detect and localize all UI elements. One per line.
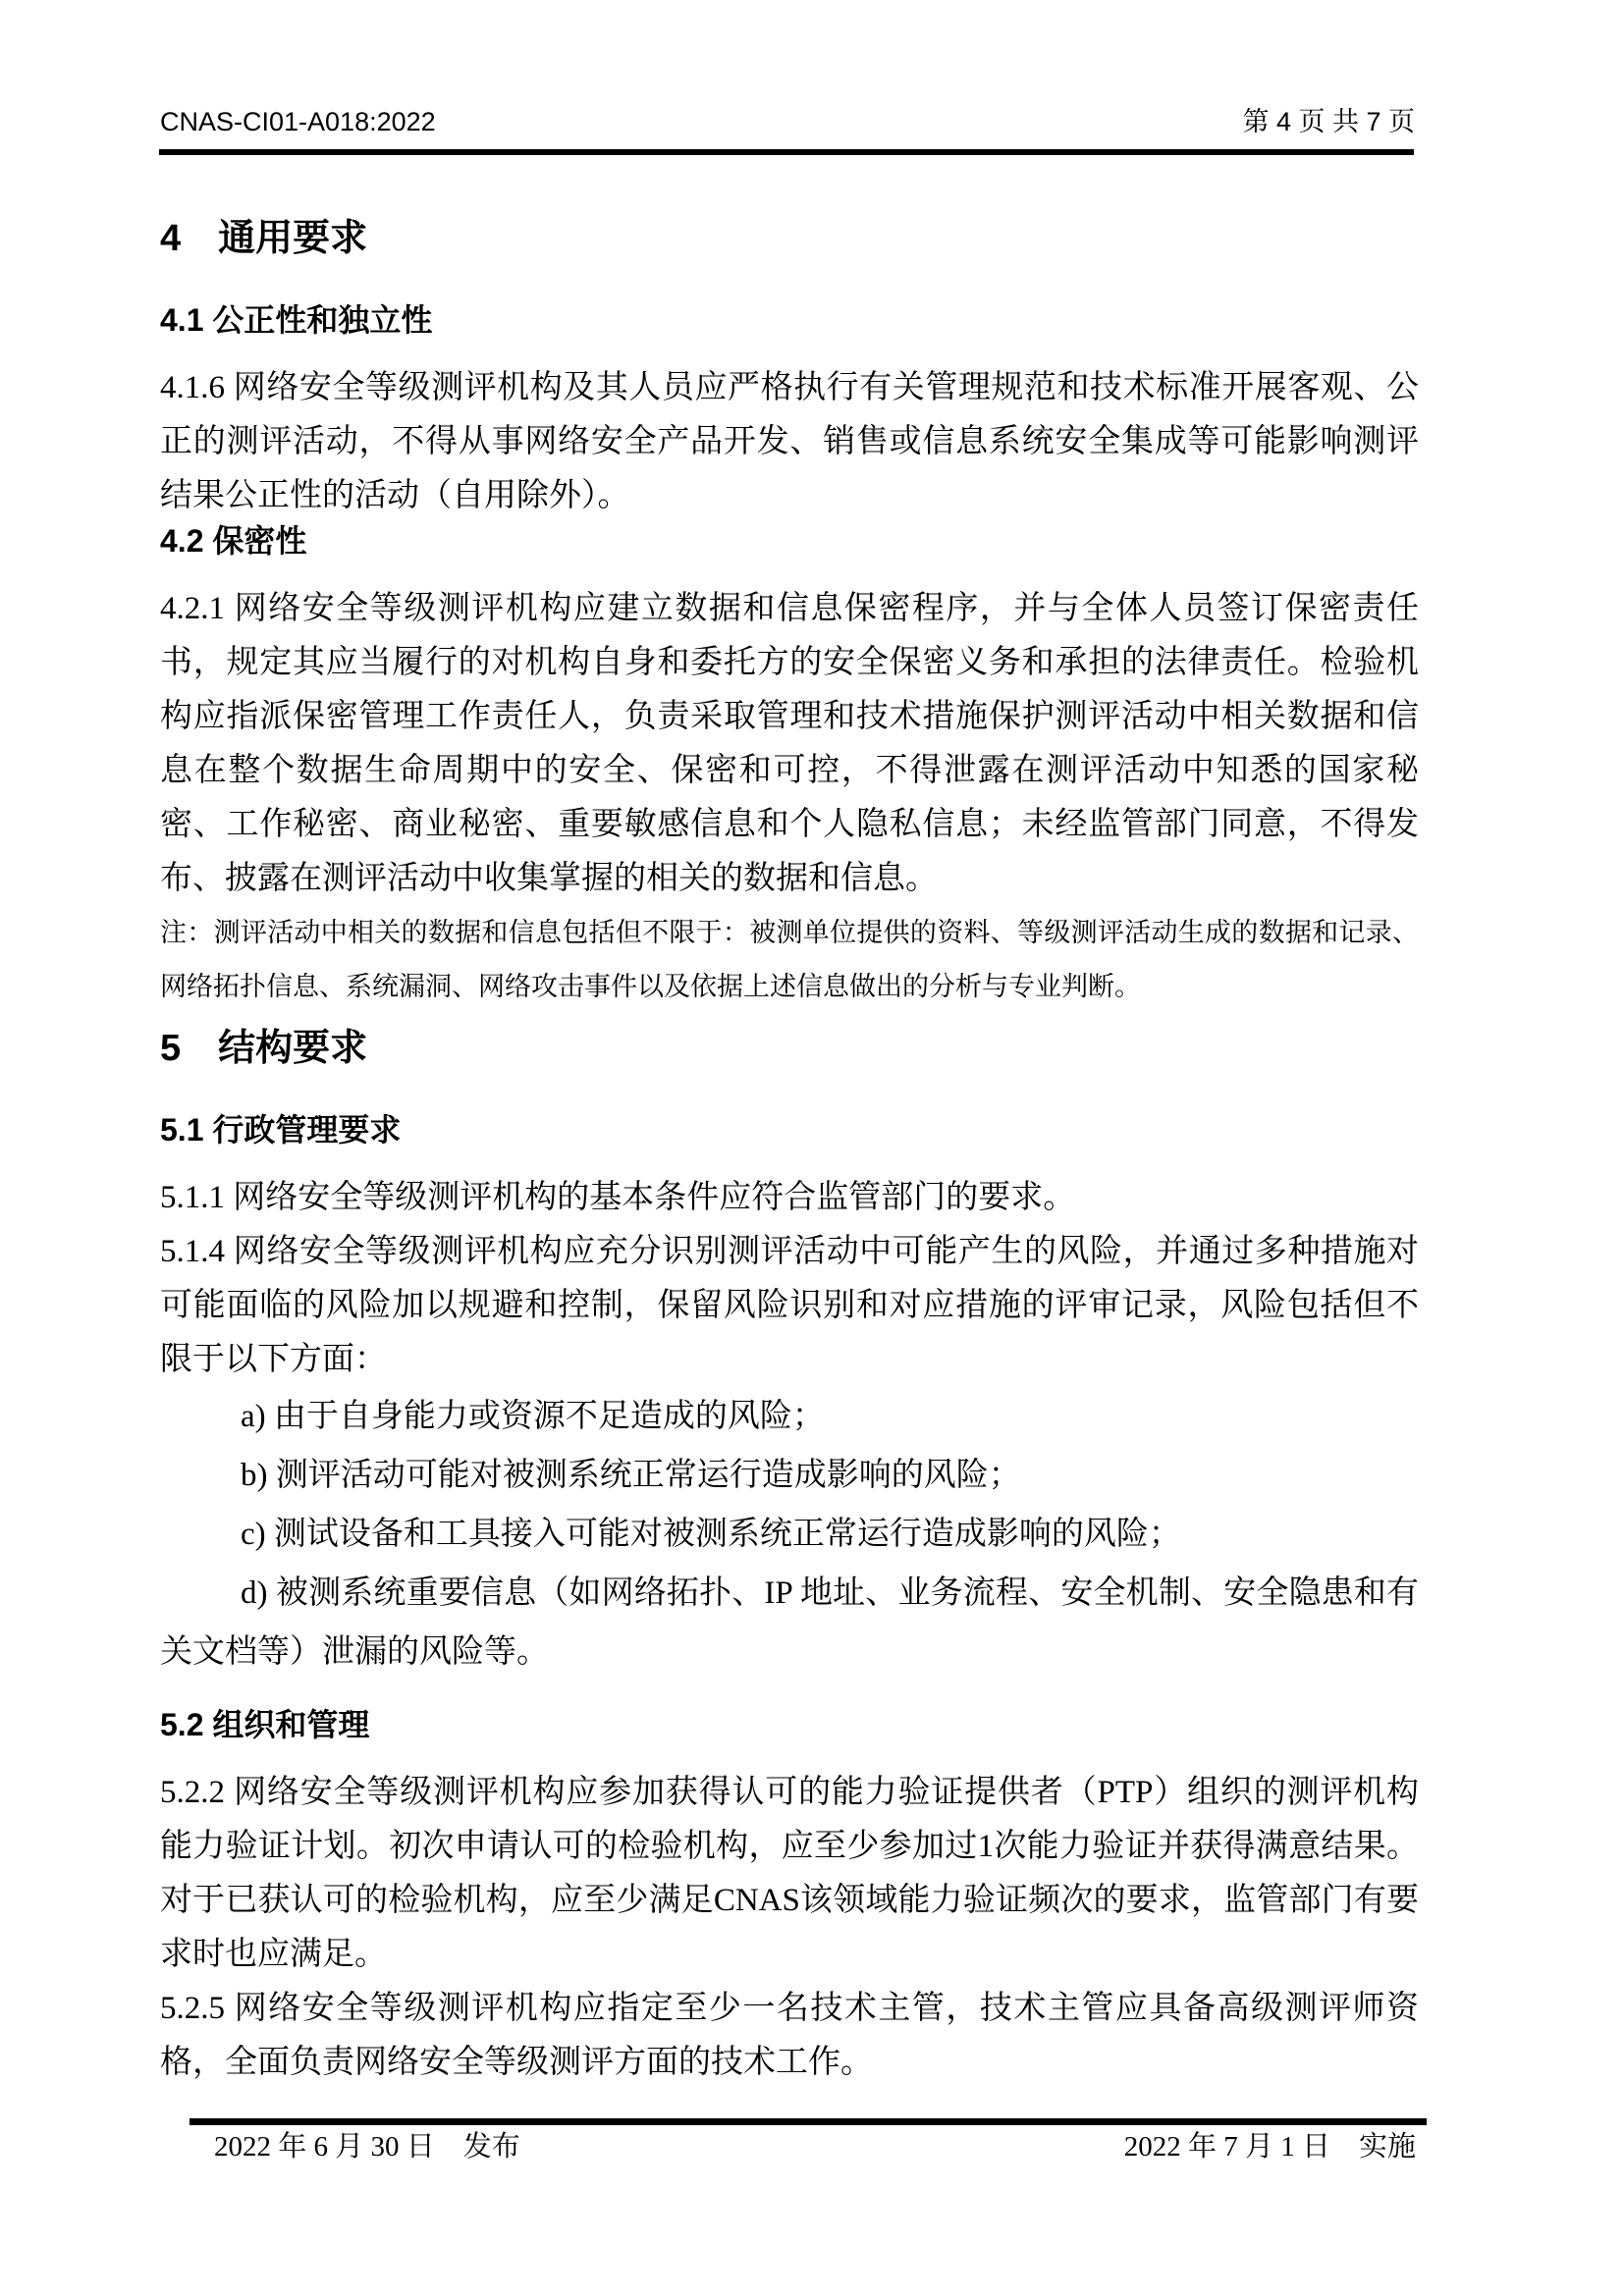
list-item-c: c) 测试设备和工具接入可能对被测系统正常运行造成影响的风险； [241, 1517, 1181, 1552]
page-header [160, 106, 1415, 137]
section-heading-5: 5 结构要求 [160, 1028, 368, 1069]
list-item-d: d) 被测系统重要信息（如网络拓扑、IP 地址、业务流程、安全机制、安全隐患和有关文档等）泄漏的风险等。 [160, 1575, 1419, 1670]
paragraph-5-2-5: 5.2.5 网络安全等级测评机构应指定至少一名技术主管，技术主管应具备高级测评师资格，全面负责网络安全等级测评方面的技术工作。 [160, 1991, 1419, 2080]
list-item-b: b) 测评活动可能对被测系统正常运行造成影响的风险； [241, 1458, 1021, 1493]
page-number-info: 第 4 页 共 7 页 [1242, 107, 1415, 136]
page-footer [214, 2130, 1416, 2163]
note-paragraph: 注：测评活动中相关的数据和信息包括但不限于：被测单位提供的资料、等级测评活动生成的数据和记录、网络拓扑信息、系统漏洞、网络攻击事件以及依据上述信息做出的分析与专业判断。 [160, 918, 1419, 1001]
release-date: 2022 年 6 月 30 日 发布 [214, 2131, 520, 2163]
paragraph-4-2-1: 4.2.1 网络安全等级测评机构应建立数据和信息保密程序，并与全体人员签订保密责任书，规定其应当履行的对机构自身和委托方的安全保密义务和承担的法律责任。检验机构应指派保密管理工作责任人，负责采取管理和技术措施保护测评活动中相关数据和信息在整个数据生命周期中的安全、保密和可控，不得泄露在测评活动中知悉的国家秘密、工作秘密、商业秘密、重要敏感信息和个人隐私信息；未经监管部门同意，不得发布、披露在测评活动中收集掌握的相关的数据和信息。 [160, 591, 1419, 896]
section-heading-4: 4 通用要求 [160, 218, 368, 259]
footer-rule [189, 2118, 1427, 2125]
paragraph-5-1-4: 5.1.4 网络安全等级测评机构应充分识别测评活动中可能产生的风险，并通过多种措施对可能面临的风险加以规避和控制，保留风险识别和对应措施的评审记录，风险包括但不限于以下方面： [160, 1234, 1419, 1377]
subsection-heading-4-2: 4.2 保密性 [160, 523, 307, 559]
implement-date: 2022 年 7 月 1 日 实施 [1123, 2131, 1416, 2163]
subsection-heading-4-1: 4.1 公正性和独立性 [160, 302, 433, 338]
paragraph-5-2-2: 5.2.2 网络安全等级测评机构应参加获得认可的能力验证提供者（PTP）组织的测评机构能力验证计划。初次申请认可的检验机构，应至少参加过1次能力验证并获得满意结果。对于已获认可的检验机构，应至少满足CNAS该领域能力验证频次的要求，监管部门有要求时也应满足。 [160, 1775, 1419, 1972]
subsection-heading-5-2: 5.2 组织和管理 [160, 1707, 370, 1742]
paragraph-5-1-1: 5.1.1 网络安全等级测评机构的基本条件应符合监管部门的要求。 [160, 1180, 1076, 1215]
subsection-heading-5-1: 5.1 行政管理要求 [160, 1112, 402, 1148]
document-code: CNAS-CI01-A018:2022 [160, 107, 436, 136]
document-body [160, 155, 1419, 2090]
list-item-a: a) 由于自身能力或资源不足造成的风险； [241, 1399, 825, 1434]
paragraph-4-1-6: 4.1.6 网络安全等级测评机构及其人员应严格执行有关管理规范和技术标准开展客观、公正的测评活动，不得从事网络安全产品开发、销售或信息系统安全集成等可能影响测评结果公正性的活动（自用除外）。 [160, 370, 1419, 513]
